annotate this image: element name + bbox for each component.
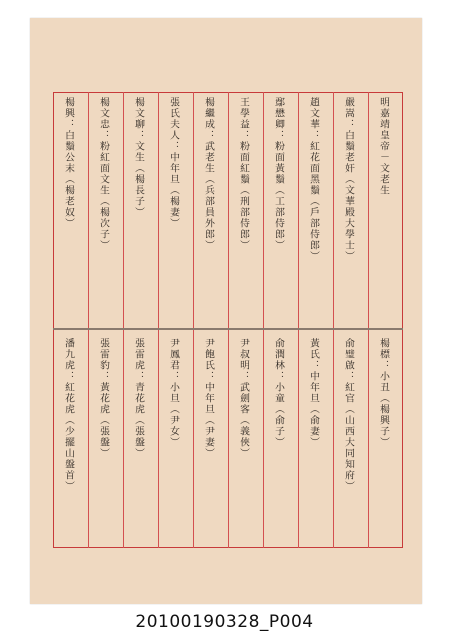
cast-entry: 楊標：小丑（楊興子） — [378, 338, 389, 448]
cast-entry: 黃氏：中年旦（俞妻） — [308, 338, 319, 448]
cast-entry: 尹飽氏：中年旦（尹妻） — [203, 338, 214, 459]
cast-entry: 潘九虎：紅花虎（少擺山盤首） — [63, 338, 74, 492]
cast-entry: 鄢懋卿：粉面黃鬚（工部侍郎） — [273, 97, 284, 251]
column-rule — [123, 92, 124, 548]
column-rule — [158, 92, 159, 548]
cast-entry: 楊文忠：粉紅面文生（楊次子） — [98, 97, 109, 251]
cast-entry: 張雷豹：黃花虎（張盤） — [98, 338, 109, 459]
section-divider — [53, 328, 403, 330]
cast-entry: 趙文華：紅花面黑鬚（戶部侍郎） — [308, 97, 319, 262]
column-rule — [368, 92, 369, 548]
cast-entry: 尹鳳君：小旦（尹女） — [168, 338, 179, 448]
column-rule — [333, 92, 334, 548]
column-rule — [193, 92, 194, 548]
column-rule — [88, 92, 89, 548]
column-rule — [263, 92, 264, 548]
cast-entry: 王學益：粉面紅鬚（刑部侍郎） — [238, 97, 249, 251]
cast-entry: 尹叔明：武劍客（義俠） — [238, 338, 249, 459]
column-rule — [228, 92, 229, 548]
cast-entry: 明嘉靖皇帝－文老生 — [378, 97, 389, 196]
cast-entry: 楊興：白鬚公末（楊老奴） — [63, 97, 74, 229]
cast-entry: 楊文聊：文生（楊長子） — [133, 97, 144, 218]
cast-entry: 俞潤林：小童（俞子） — [273, 338, 284, 448]
column-rule — [298, 92, 299, 548]
cast-entry: 張雷虎：青花虎（張盤） — [133, 338, 144, 459]
cast-entry: 楊繼成：武老生（兵部員外郎） — [203, 97, 214, 251]
cast-entry: 嚴嵩：白鬚老奸（文華殿大學士） — [343, 97, 354, 262]
cast-entry: 張氏夫人：中年旦（楊妻） — [168, 97, 179, 229]
image-caption: 20100190328_P004 — [135, 612, 314, 632]
cast-entry: 俞璧啟：紅官（山西大同知府） — [343, 338, 354, 492]
